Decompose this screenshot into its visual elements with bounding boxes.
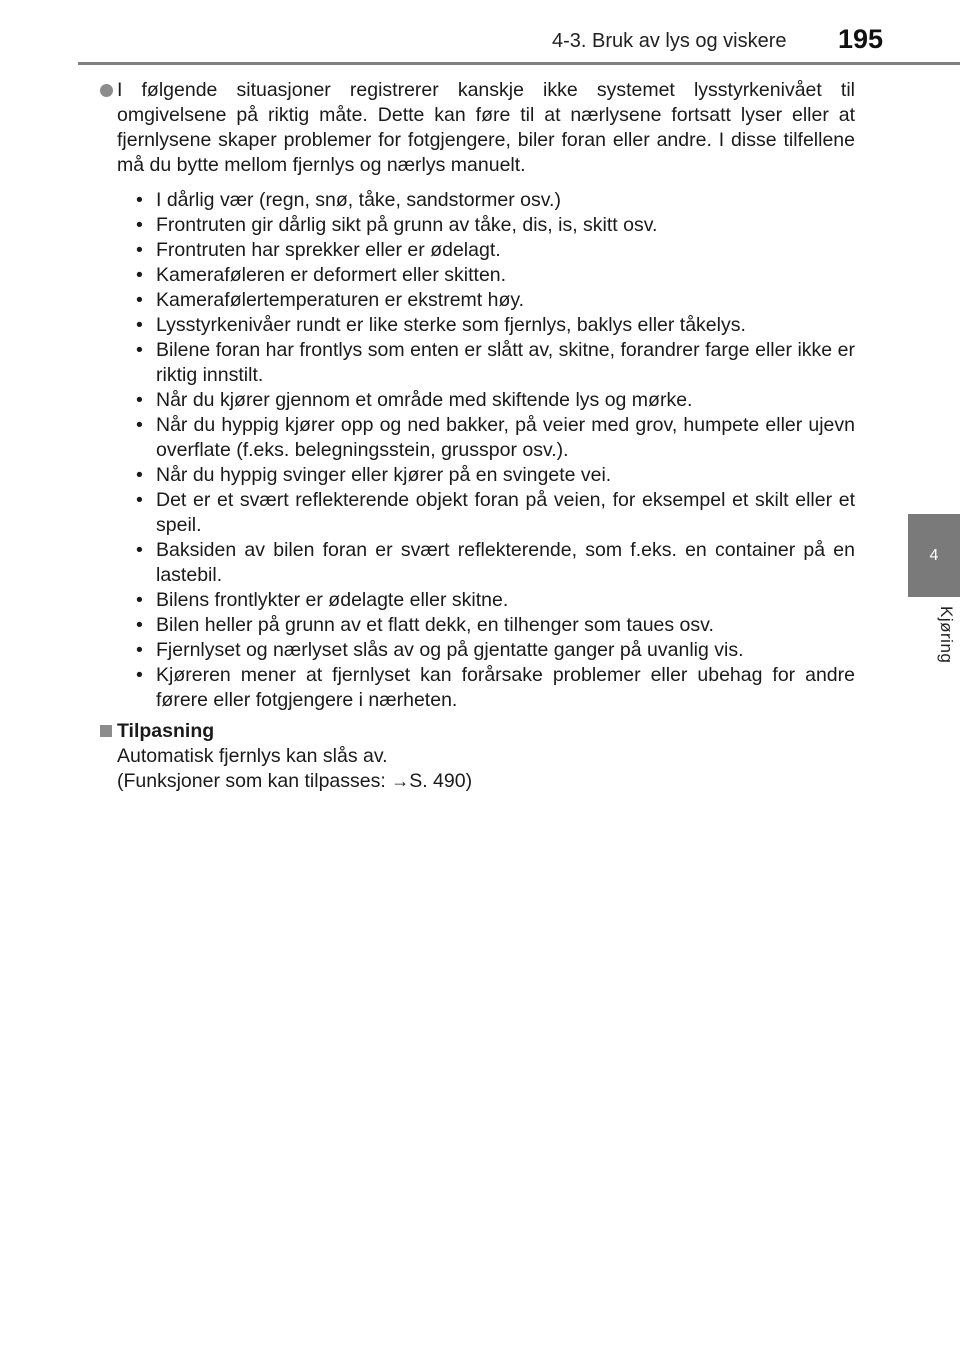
section-body bbox=[100, 744, 855, 794]
customization-section bbox=[100, 719, 855, 794]
header-section-title: 4-3. Bruk av lys og viskere bbox=[552, 30, 787, 52]
chapter-tab bbox=[908, 514, 960, 597]
condition-item: • Det er et svært reflekterende objekt foran på veien, for eksempel et skilt eller et speil. bbox=[136, 488, 855, 538]
section-heading-text: Tilpasning bbox=[117, 720, 215, 742]
condition-item: • Bilen heller på grunn av et flatt dekk, en tilhenger som taues osv. bbox=[136, 613, 855, 638]
condition-item: • Når du hyppig kjører opp og ned bakker, på veier med grov, humpete eller ujevn overflate (f.eks. belegningsstein, grusspor osv.). bbox=[136, 413, 855, 463]
chapter-number: 4 bbox=[929, 546, 939, 564]
condition-item: • Når du hyppig svinger eller kjører på en svingete vei. bbox=[136, 463, 855, 488]
condition-item: • Bilene foran har frontlys som enten er slått av, skitne, forandrer farge eller ikke er riktig innstilt. bbox=[136, 338, 855, 388]
condition-item: • Frontruten har sprekker eller er ødelagt. bbox=[136, 238, 855, 263]
reference-target[interactable]: S. 490) bbox=[409, 770, 473, 792]
condition-item: • Kameraføleren er deformert eller skitten. bbox=[136, 263, 855, 288]
condition-item: • Baksiden av bilen foran er svært reflekterende, som f.eks. en container på en lastebil. bbox=[136, 538, 855, 588]
intro-paragraph bbox=[100, 78, 855, 178]
section-body-line: Automatisk fjernlys kan slås av. bbox=[117, 745, 388, 767]
condition-item: • Fjernlyset og nærlyset slås av og på gjentatte ganger på uvanlig vis. bbox=[136, 638, 855, 663]
square-bullet-icon bbox=[100, 725, 112, 737]
conditions-list bbox=[100, 188, 855, 713]
reference-prefix: (Funksjoner som kan tilpasses: bbox=[117, 770, 392, 792]
condition-item: • Frontruten gir dårlig sikt på grunn av tåke, dis, is, skitt osv. bbox=[136, 213, 855, 238]
header-divider bbox=[78, 62, 960, 65]
condition-item: • Bilens frontlykter er ødelagte eller skitne. bbox=[136, 588, 855, 613]
page-content bbox=[100, 78, 855, 794]
condition-item: • Kamerafølertemperaturen er ekstremt høy. bbox=[136, 288, 855, 313]
page-number: 195 bbox=[838, 24, 884, 54]
arrow-right-icon: → bbox=[391, 771, 410, 791]
condition-item: • Lysstyrkenivåer rundt er like sterke som fjernlys, baklys eller tåkelys. bbox=[136, 313, 855, 338]
chapter-label: Kjøring bbox=[937, 606, 956, 664]
circle-bullet-icon bbox=[100, 84, 113, 97]
intro-text: I følgende situasjoner registrerer kanskje ikke systemet lysstyrkenivået til omgivelsene på riktig måte. Dette kan føre til at nærlysene fortsatt lyser eller at fjernlysene skaper problemer for fotgjengere, biler foran eller andre. I disse tilfellene må du bytte mellom fjernlys og nærlys manuelt. bbox=[117, 79, 855, 176]
condition-item: • Når du kjører gjennom et område med skiftende lys og mørke. bbox=[136, 388, 855, 413]
condition-item: • I dårlig vær (regn, snø, tåke, sandstormer osv.) bbox=[136, 188, 855, 213]
section-heading bbox=[100, 719, 855, 744]
cross-reference[interactable] bbox=[117, 769, 855, 794]
condition-item: • Kjøreren mener at fjernlyset kan forårsake problemer eller ubehag for andre førere eller fotgjengere i nærheten. bbox=[136, 663, 855, 713]
